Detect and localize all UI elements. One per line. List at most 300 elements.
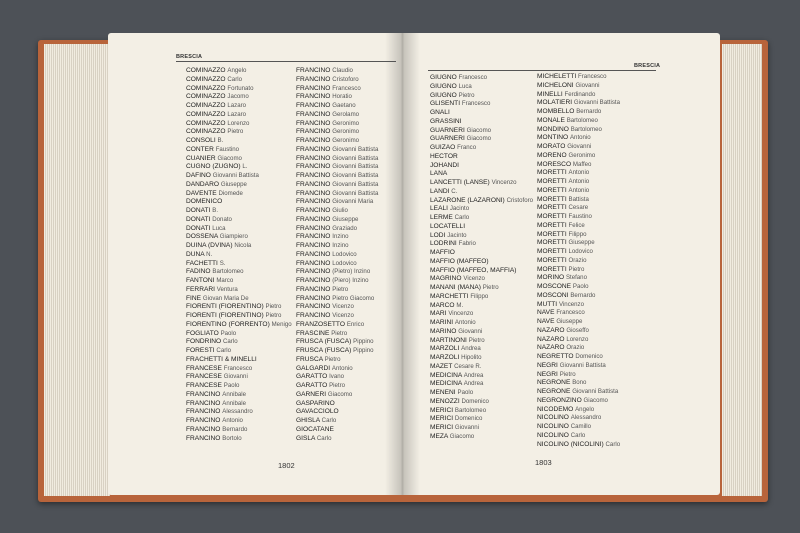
maker-given-name: Geronimo bbox=[332, 137, 360, 144]
maker-surname: JOHANDI bbox=[430, 161, 459, 169]
maker-entry bbox=[537, 134, 620, 143]
maker-given-name: Marco bbox=[216, 277, 234, 284]
maker-given-name: Jacinto bbox=[449, 205, 470, 213]
maker-surname: MONTINO bbox=[537, 134, 569, 142]
left-header-rule bbox=[176, 61, 396, 62]
maker-given-name: Giovanni Battista bbox=[332, 180, 379, 188]
maker-given-name: Giovanni bbox=[454, 424, 479, 431]
maker-surname: MAFFIO (MAFFEO, MAFFIA) bbox=[430, 266, 517, 274]
maker-entry bbox=[186, 251, 292, 260]
maker-entry bbox=[186, 102, 292, 111]
maker-given-name: Orazio bbox=[566, 344, 585, 352]
maker-entry bbox=[537, 327, 620, 336]
maker-surname: GARNERI bbox=[296, 390, 327, 398]
maker-entry bbox=[296, 76, 378, 85]
maker-given-name: Ivano bbox=[329, 373, 345, 381]
maker-given-name: Giacomo bbox=[217, 154, 242, 162]
maker-entry bbox=[296, 181, 378, 190]
maker-surname: FRANCINO bbox=[186, 390, 221, 398]
maker-surname: FRANCINO bbox=[296, 154, 331, 162]
maker-surname: MORETTI bbox=[537, 195, 567, 203]
maker-given-name: Jacomo bbox=[227, 93, 249, 101]
maker-entry bbox=[430, 345, 533, 354]
maker-given-name: Stefano bbox=[565, 274, 587, 282]
maker-entry bbox=[296, 321, 378, 330]
maker-entry bbox=[430, 415, 533, 424]
maker-given-name: Pietro bbox=[265, 303, 282, 311]
maker-entry bbox=[537, 126, 620, 135]
maker-given-name: Giuseppe bbox=[568, 239, 595, 247]
maker-entry bbox=[296, 338, 378, 347]
maker-surname: DAFINO bbox=[186, 172, 211, 179]
maker-entry bbox=[186, 242, 292, 251]
maker-entry bbox=[186, 295, 292, 304]
maker-given-name: Geronimo bbox=[332, 119, 360, 127]
maker-surname: NAZARO bbox=[537, 344, 565, 352]
maker-given-name: Giulio bbox=[332, 207, 348, 214]
maker-entry bbox=[296, 172, 378, 181]
maker-surname: FRANCINO bbox=[296, 137, 331, 144]
maker-given-name: Bernardo bbox=[570, 291, 596, 299]
maker-surname: FRANCINO bbox=[296, 215, 331, 223]
maker-entry bbox=[537, 283, 620, 292]
maker-entry bbox=[186, 382, 292, 391]
maker-entry bbox=[186, 155, 292, 164]
maker-entry bbox=[537, 318, 620, 327]
maker-entry bbox=[186, 163, 292, 172]
maker-surname: GLISENTI bbox=[430, 100, 461, 108]
maker-surname: NICOLINO (NICOLINI) bbox=[537, 440, 604, 448]
maker-given-name: Giovanni Battista bbox=[572, 388, 619, 395]
maker-surname: MERICI bbox=[430, 415, 454, 423]
maker-surname: DUINA (DVINA) bbox=[186, 242, 233, 249]
maker-given-name: Gerolamo bbox=[332, 110, 360, 118]
maker-given-name: Giacomo bbox=[583, 396, 608, 404]
maker-surname: NICOLINO bbox=[537, 414, 569, 422]
maker-entry bbox=[430, 100, 533, 109]
maker-entry bbox=[296, 365, 378, 374]
maker-entry bbox=[296, 137, 378, 146]
maker-given-name: L. bbox=[242, 163, 248, 171]
maker-given-name: Antonio bbox=[568, 186, 590, 194]
maker-given-name: Francesco bbox=[458, 74, 488, 81]
maker-entry bbox=[430, 188, 533, 197]
maker-surname: FOGLIATO bbox=[186, 329, 219, 337]
maker-given-name: Felice bbox=[568, 221, 585, 229]
maker-surname: MORESCO bbox=[537, 160, 572, 168]
maker-entry bbox=[296, 312, 378, 321]
maker-surname: MAGRINO bbox=[430, 275, 462, 283]
maker-entry bbox=[186, 181, 292, 190]
right-running-header: BRESCIA bbox=[634, 63, 661, 69]
maker-given-name: Pietro bbox=[468, 336, 485, 344]
maker-given-name: Battista bbox=[568, 195, 589, 203]
maker-entry bbox=[430, 284, 533, 293]
maker-entry bbox=[296, 303, 378, 312]
maker-surname: DOSSENA bbox=[186, 233, 218, 241]
maker-entry bbox=[186, 303, 292, 312]
maker-entry bbox=[296, 426, 378, 435]
maker-surname: COMINAZZO bbox=[186, 84, 226, 92]
maker-given-name: Giovan Maria De bbox=[202, 294, 249, 302]
maker-given-name: Francesco bbox=[461, 100, 491, 108]
book-gutter bbox=[385, 33, 420, 495]
maker-entry bbox=[430, 74, 533, 83]
maker-surname: GNALI bbox=[430, 109, 450, 116]
maker-surname: FRANCINO bbox=[296, 110, 331, 118]
maker-given-name: Giovanni bbox=[567, 143, 592, 150]
maker-surname: FRANCINO bbox=[296, 198, 331, 206]
maker-given-name: Maffeo bbox=[572, 160, 592, 168]
maker-entry bbox=[430, 372, 533, 381]
maker-given-name: Domenico bbox=[461, 397, 489, 405]
maker-surname: LERME bbox=[430, 214, 453, 221]
maker-entry bbox=[296, 163, 378, 172]
maker-entry bbox=[537, 196, 620, 205]
maker-entry bbox=[296, 93, 378, 102]
maker-entry bbox=[537, 309, 620, 318]
maker-surname: COMINAZZO bbox=[186, 67, 226, 74]
left-page-number: 1802 bbox=[278, 461, 295, 470]
maker-given-name: Cristoforo bbox=[332, 75, 359, 83]
maker-given-name: Giovanni bbox=[223, 373, 248, 381]
maker-entry bbox=[186, 137, 292, 146]
maker-surname: DOMENICO bbox=[186, 198, 223, 206]
maker-given-name: Giovanni Battista bbox=[559, 361, 606, 369]
maker-given-name: Andrea bbox=[463, 380, 484, 388]
maker-given-name: Pietro bbox=[559, 370, 576, 378]
maker-given-name: B. bbox=[212, 207, 219, 214]
maker-entry bbox=[186, 330, 292, 339]
maker-surname: MONDINO bbox=[537, 125, 569, 133]
maker-entry bbox=[430, 363, 533, 372]
maker-given-name: Giacomo bbox=[466, 135, 492, 143]
maker-entry bbox=[296, 207, 378, 216]
maker-entry bbox=[537, 432, 620, 441]
maker-entry bbox=[296, 251, 378, 260]
maker-given-name: Pippino bbox=[353, 347, 374, 354]
maker-surname: MINELLI bbox=[537, 90, 563, 98]
maker-entry bbox=[430, 389, 533, 398]
maker-entry bbox=[296, 268, 378, 277]
maker-surname: MORINO bbox=[537, 274, 565, 282]
maker-entry bbox=[430, 170, 533, 179]
maker-entry bbox=[296, 417, 378, 426]
maker-given-name: Pietro bbox=[227, 128, 244, 136]
maker-given-name: Vincenzo bbox=[491, 179, 517, 186]
maker-given-name: Lazaro bbox=[227, 102, 247, 109]
maker-surname: COMINAZZO bbox=[186, 128, 226, 136]
maker-given-name: Giacomo bbox=[466, 126, 492, 134]
maker-entry bbox=[537, 379, 620, 388]
maker-entry bbox=[186, 400, 292, 409]
maker-given-name: Ventura bbox=[216, 285, 238, 293]
maker-given-name: Enrico bbox=[346, 320, 365, 328]
maker-entry bbox=[296, 391, 378, 400]
maker-surname: FRANCINO bbox=[296, 145, 331, 153]
maker-surname: DONATI bbox=[186, 207, 211, 214]
maker-entry bbox=[537, 117, 620, 126]
maker-surname: NEGRI bbox=[537, 370, 558, 378]
maker-given-name: Carlo bbox=[316, 434, 332, 442]
maker-entry bbox=[296, 146, 378, 155]
maker-surname: MORETTI bbox=[537, 169, 567, 177]
maker-given-name: Camillo bbox=[570, 423, 592, 430]
maker-entry bbox=[430, 92, 533, 101]
maker-given-name: Bernardo bbox=[222, 425, 248, 433]
maker-surname: GARATTO bbox=[296, 382, 328, 389]
maker-surname: MARI bbox=[430, 310, 447, 318]
maker-surname: GALGARDI bbox=[296, 364, 331, 372]
maker-entry bbox=[430, 83, 533, 92]
maker-entry bbox=[296, 400, 378, 409]
maker-surname: MERICI bbox=[430, 424, 454, 431]
maker-entry bbox=[430, 153, 533, 162]
maker-entry bbox=[430, 118, 533, 127]
maker-surname: FRANCINO bbox=[296, 93, 331, 101]
maker-surname: FRANCINO bbox=[296, 84, 331, 92]
maker-entry bbox=[186, 111, 292, 120]
maker-given-name: Bartolomeo bbox=[566, 116, 598, 124]
maker-surname: MARZOLI bbox=[430, 345, 460, 353]
maker-surname: FRACHETTI & MINELLI bbox=[186, 355, 257, 363]
maker-given-name: (Piero) Inzino bbox=[332, 277, 369, 284]
maker-given-name: Carlo bbox=[454, 214, 470, 221]
maker-entry bbox=[186, 338, 292, 347]
maker-surname: GARATTO bbox=[296, 373, 328, 381]
maker-entry bbox=[296, 373, 378, 382]
maker-surname: MAZET bbox=[430, 362, 453, 370]
maker-surname: FRANCINO bbox=[186, 408, 221, 416]
maker-surname: FANTONI bbox=[186, 277, 215, 284]
maker-entry bbox=[430, 337, 533, 346]
maker-surname: FRANCINO bbox=[296, 128, 331, 136]
maker-given-name: Pippino bbox=[353, 338, 374, 346]
maker-entry bbox=[186, 356, 292, 365]
maker-surname: FADINO bbox=[186, 268, 211, 276]
maker-surname: FRANCINO bbox=[186, 417, 221, 424]
maker-surname: FORESTI bbox=[186, 347, 215, 354]
maker-surname: NAVE bbox=[537, 309, 555, 317]
maker-surname: FINE bbox=[186, 294, 202, 302]
maker-entry bbox=[537, 344, 620, 353]
maker-entry bbox=[537, 143, 620, 152]
maker-given-name: Pietro bbox=[265, 312, 282, 319]
maker-given-name: Lodovico bbox=[568, 248, 593, 255]
maker-surname: FRANCINO bbox=[296, 119, 331, 127]
maker-surname: COMINAZZO bbox=[186, 75, 226, 83]
maker-entry bbox=[430, 424, 533, 433]
maker-given-name: N. bbox=[206, 250, 213, 258]
maker-given-name: Giovanni Battista bbox=[332, 189, 379, 197]
maker-surname: MAFFIO bbox=[430, 249, 455, 256]
maker-given-name: Francesco bbox=[223, 364, 253, 372]
maker-entry bbox=[537, 362, 620, 371]
maker-entry bbox=[430, 144, 533, 153]
maker-surname: CONSOLI bbox=[186, 137, 216, 144]
maker-surname: FRUSCA (FUSCA) bbox=[296, 338, 352, 346]
maker-entry bbox=[186, 93, 292, 102]
maker-given-name: Jacinto bbox=[447, 231, 467, 239]
maker-surname: COMINAZZO bbox=[186, 93, 226, 101]
maker-entry bbox=[296, 408, 378, 417]
maker-given-name: Antonio bbox=[222, 417, 243, 424]
maker-entry bbox=[186, 233, 292, 242]
maker-surname: CUGNO (ZUGNO) bbox=[186, 163, 241, 171]
maker-surname: NAZARO bbox=[537, 335, 565, 343]
maker-surname: NAVE bbox=[537, 318, 555, 325]
maker-entry bbox=[430, 205, 533, 214]
maker-given-name: Vincenzo bbox=[448, 310, 474, 318]
maker-given-name: Giacomo bbox=[449, 432, 475, 440]
maker-entry bbox=[186, 85, 292, 94]
maker-entry bbox=[537, 414, 620, 423]
maker-given-name: Giacomo bbox=[327, 390, 353, 398]
maker-entry bbox=[537, 441, 620, 450]
maker-entry bbox=[186, 347, 292, 356]
maker-entry bbox=[537, 187, 620, 196]
maker-entry bbox=[430, 223, 533, 232]
maker-given-name: Pietro bbox=[458, 91, 475, 99]
maker-given-name: Pietro bbox=[332, 285, 349, 293]
maker-surname: MORETTI bbox=[537, 248, 567, 255]
maker-given-name: Geronimo bbox=[332, 128, 360, 136]
maker-entry bbox=[186, 67, 292, 76]
right-page-number: 1803 bbox=[535, 458, 552, 467]
maker-given-name: Vincenzo bbox=[559, 300, 584, 308]
maker-surname: NAZARO bbox=[537, 326, 565, 334]
maker-entry bbox=[537, 99, 620, 108]
maker-entry bbox=[430, 319, 533, 328]
maker-surname: FRUSCA (FUSCA) bbox=[296, 347, 352, 354]
maker-given-name: S. bbox=[219, 259, 226, 267]
maker-surname: CUANIER bbox=[186, 154, 216, 162]
maker-surname: GIUGNO bbox=[430, 91, 457, 99]
maker-surname: FRANCINO bbox=[296, 242, 331, 249]
maker-surname: MORETTI bbox=[537, 204, 567, 212]
maker-given-name: Hipolito bbox=[461, 354, 482, 361]
maker-surname: LANDI bbox=[430, 187, 450, 195]
maker-surname: MICHELETTI bbox=[537, 73, 577, 80]
maker-surname: MORETTI bbox=[537, 186, 567, 194]
maker-entry bbox=[430, 328, 533, 337]
maker-surname: COMINAZZO bbox=[186, 110, 226, 118]
maker-given-name: Bartolomeo bbox=[454, 406, 487, 414]
maker-entry bbox=[296, 225, 378, 234]
maker-entry bbox=[186, 260, 292, 269]
maker-given-name: Pietro Giacomo bbox=[332, 294, 375, 302]
maker-surname: DANDARO bbox=[186, 180, 219, 188]
maker-entry bbox=[430, 162, 533, 171]
maker-entry bbox=[296, 347, 378, 356]
maker-surname: MORETTI bbox=[537, 239, 567, 247]
maker-entry bbox=[296, 102, 378, 111]
maker-given-name: Francesco bbox=[556, 309, 585, 317]
maker-entry bbox=[430, 240, 533, 249]
maker-entry bbox=[537, 213, 620, 222]
maker-surname: DONATI bbox=[186, 215, 211, 223]
maker-entry bbox=[296, 277, 378, 286]
maker-entry bbox=[430, 249, 533, 258]
maker-given-name: Filippo bbox=[568, 230, 587, 238]
maker-entry bbox=[430, 302, 533, 311]
maker-surname: MICHELONI bbox=[537, 81, 574, 89]
maker-surname: LEALI bbox=[430, 205, 448, 213]
maker-entry bbox=[186, 146, 292, 155]
maker-given-name: Lorenzo bbox=[566, 335, 589, 343]
maker-entry bbox=[430, 179, 533, 188]
maker-given-name: Fabrio bbox=[458, 240, 476, 248]
maker-entry bbox=[186, 172, 292, 181]
maker-entry bbox=[186, 120, 292, 129]
maker-surname: MORETTI bbox=[537, 221, 567, 229]
maker-surname: LOCATELLI bbox=[430, 222, 466, 230]
maker-given-name: Carlo bbox=[216, 347, 231, 354]
maker-surname: FRANCESE bbox=[186, 364, 222, 372]
maker-given-name: C. bbox=[451, 187, 458, 195]
maker-surname: CONTER bbox=[186, 145, 214, 153]
maker-surname: MOMBELLO bbox=[537, 108, 575, 115]
maker-surname: LANCETTI (LANSE) bbox=[430, 179, 490, 186]
maker-given-name: Lodovico bbox=[332, 250, 357, 258]
maker-surname: MARCHETTI bbox=[430, 292, 469, 300]
maker-entry bbox=[186, 207, 292, 216]
maker-surname: GISLA bbox=[296, 434, 316, 442]
maker-given-name: Carlo bbox=[605, 440, 621, 448]
maker-given-name: Gioseffo bbox=[566, 326, 589, 334]
maker-surname: FRUSCA bbox=[296, 355, 323, 363]
maker-entry bbox=[186, 312, 292, 321]
maker-surname: DONATI bbox=[186, 224, 211, 232]
maker-surname: NEGRI bbox=[537, 361, 558, 369]
maker-entry bbox=[537, 397, 620, 406]
maker-entry bbox=[296, 435, 378, 444]
maker-given-name: Giovanni Maria bbox=[332, 198, 374, 206]
maker-surname: MORATO bbox=[537, 143, 566, 150]
maker-surname: FRANCINO bbox=[296, 285, 331, 293]
maker-entry bbox=[186, 435, 292, 444]
maker-given-name: Giovanni bbox=[575, 81, 600, 89]
maker-entry bbox=[537, 222, 620, 231]
maker-surname: GHISLA bbox=[296, 417, 320, 424]
maker-surname: MORETTI bbox=[537, 213, 567, 220]
maker-entry bbox=[537, 152, 620, 161]
maker-surname: MORETTI bbox=[537, 230, 567, 238]
maker-given-name: (Pietro) Inzino bbox=[332, 268, 371, 276]
maker-surname: MONALE bbox=[537, 116, 565, 124]
left-page-column-1 bbox=[186, 67, 292, 443]
maker-given-name: Domenico bbox=[575, 353, 603, 360]
maker-surname: MANANI (MANA) bbox=[430, 284, 481, 291]
maker-surname: FRANCINO bbox=[296, 172, 331, 179]
maker-given-name: Menigo bbox=[271, 320, 292, 328]
maker-entry bbox=[186, 216, 292, 225]
maker-entry bbox=[186, 225, 292, 234]
right-header-rule bbox=[428, 70, 656, 71]
maker-entry bbox=[537, 257, 620, 266]
maker-given-name: Luca bbox=[212, 224, 226, 232]
maker-given-name: Bartolomeo bbox=[570, 125, 602, 133]
maker-surname: GRASSINI bbox=[430, 117, 462, 125]
maker-entry bbox=[296, 233, 378, 242]
maker-entry bbox=[430, 354, 533, 363]
maker-surname: FRANCINO bbox=[296, 67, 331, 74]
maker-given-name: Giampiero bbox=[219, 233, 248, 241]
maker-surname: DAVENTE bbox=[186, 189, 217, 197]
maker-entry bbox=[430, 109, 533, 118]
maker-surname: MEZA bbox=[430, 432, 448, 440]
maker-entry bbox=[430, 275, 533, 284]
